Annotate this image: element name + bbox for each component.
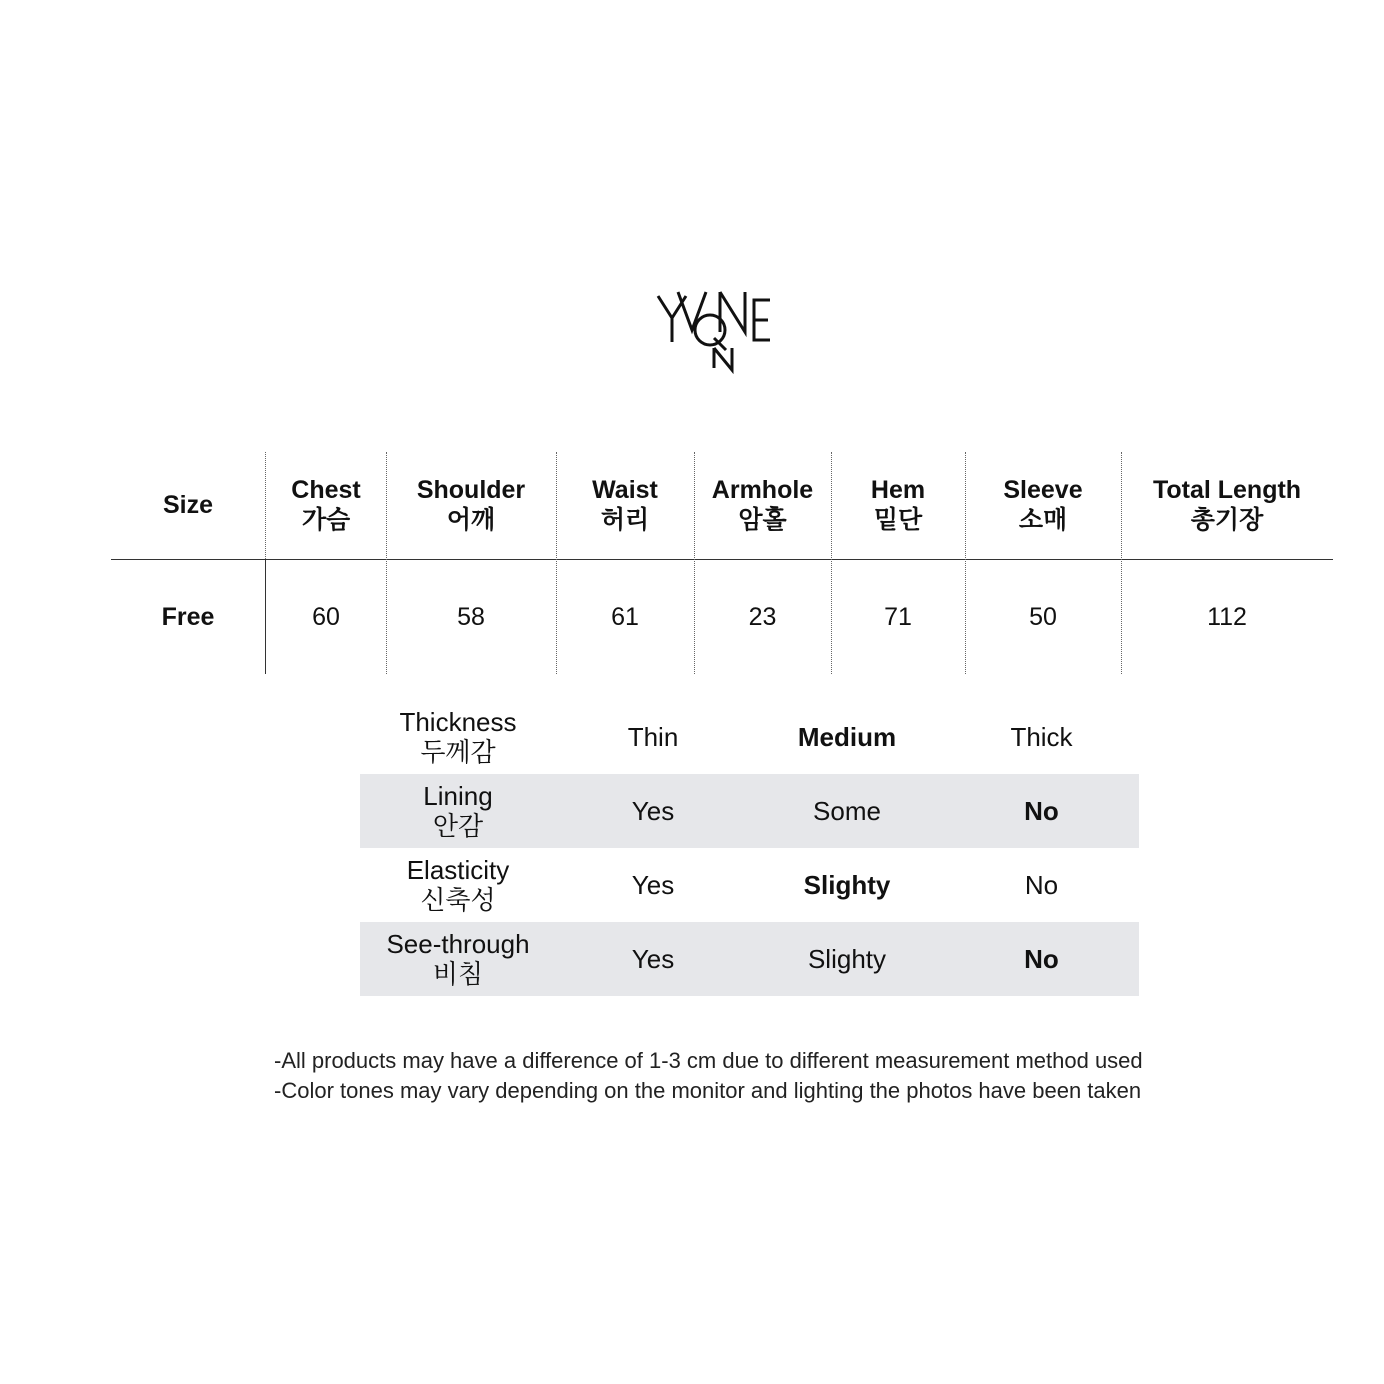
- header-label: Shoulder: [416, 476, 526, 504]
- header-label: Armhole: [711, 476, 814, 504]
- attribute-label: See-through: [386, 929, 530, 959]
- chest-value: 60: [312, 602, 340, 631]
- fabric-option: Thin: [627, 722, 679, 752]
- hem-value: 71: [884, 602, 912, 631]
- fabric-attribute: [360, 922, 556, 996]
- fabric-row-see-through: [360, 922, 1139, 996]
- attribute-label-ko: 신축성: [420, 885, 496, 915]
- brand-logo-graphic: [650, 282, 795, 374]
- fabric-option: Some: [813, 796, 881, 826]
- header-label-ko: 총기장: [1190, 506, 1264, 534]
- fabric-option-selected: Slighty: [803, 870, 891, 900]
- sleeve-value: 50: [1029, 602, 1057, 631]
- header-armhole: [694, 452, 831, 558]
- fabric-option-selected: No: [1024, 944, 1059, 974]
- size-value: Free: [161, 602, 215, 631]
- attribute-label-ko: 비침: [432, 959, 484, 989]
- fabric-info-table: [360, 700, 1139, 996]
- attribute-label-ko: 안감: [432, 811, 484, 841]
- fabric-attribute: [360, 848, 556, 922]
- header-label-ko: 어깨: [446, 506, 496, 534]
- fabric-option: Thick: [1010, 722, 1073, 752]
- header-total-length: [1121, 452, 1333, 558]
- header-label-ko: 암홀: [738, 506, 787, 534]
- header-hem: [831, 452, 965, 558]
- shoulder-value: 58: [457, 602, 485, 631]
- header-sleeve: [965, 452, 1121, 558]
- measurement-notes: [274, 1046, 1143, 1106]
- header-waist: [556, 452, 694, 558]
- size-table: [111, 452, 1333, 674]
- attribute-label: Lining: [423, 781, 493, 811]
- header-label: Total Length: [1152, 476, 1302, 504]
- header-label-ko: 밑단: [873, 506, 923, 534]
- header-label: Sleeve: [1003, 476, 1083, 504]
- header-size: [111, 452, 265, 558]
- header-label: Waist: [592, 476, 658, 504]
- waist-value: 61: [611, 602, 639, 631]
- header-label-ko: 가슴: [301, 506, 351, 534]
- note-line: -Color tones may vary depending on the monitor and lighting the photos have been taken: [274, 1078, 1142, 1103]
- fabric-row-elasticity: [360, 848, 1139, 922]
- header-chest: [266, 452, 386, 558]
- fabric-option: Yes: [631, 796, 675, 826]
- fabric-row-thickness: [360, 700, 1139, 774]
- attribute-label: Elasticity: [406, 855, 510, 885]
- header-label-ko: 소매: [1018, 506, 1068, 534]
- header-label: Chest: [291, 476, 361, 504]
- fabric-row-lining: [360, 774, 1139, 848]
- fabric-option-selected: Medium: [797, 722, 897, 752]
- attribute-label-ko: 두께감: [420, 737, 496, 767]
- brand-logo: [650, 282, 795, 374]
- header-shoulder: [386, 452, 556, 558]
- fabric-option: No: [1024, 870, 1059, 900]
- attribute-label: Thickness: [399, 707, 517, 737]
- total-length-value: 112: [1207, 602, 1247, 631]
- fabric-option: Yes: [631, 870, 675, 900]
- column-divider: [265, 452, 266, 559]
- header-label-ko: 허리: [600, 506, 650, 534]
- fabric-option: Slighty: [807, 944, 887, 974]
- fabric-option: Yes: [631, 944, 675, 974]
- fabric-attribute: [360, 700, 556, 774]
- armhole-value: 23: [748, 602, 777, 631]
- fabric-attribute: [360, 774, 556, 848]
- fabric-option-selected: No: [1024, 796, 1059, 826]
- header-label: Size: [162, 491, 214, 519]
- note-line: -All products may have a difference of 1-3 cm due to different measurement method used: [274, 1048, 1143, 1073]
- header-label: Hem: [870, 476, 926, 504]
